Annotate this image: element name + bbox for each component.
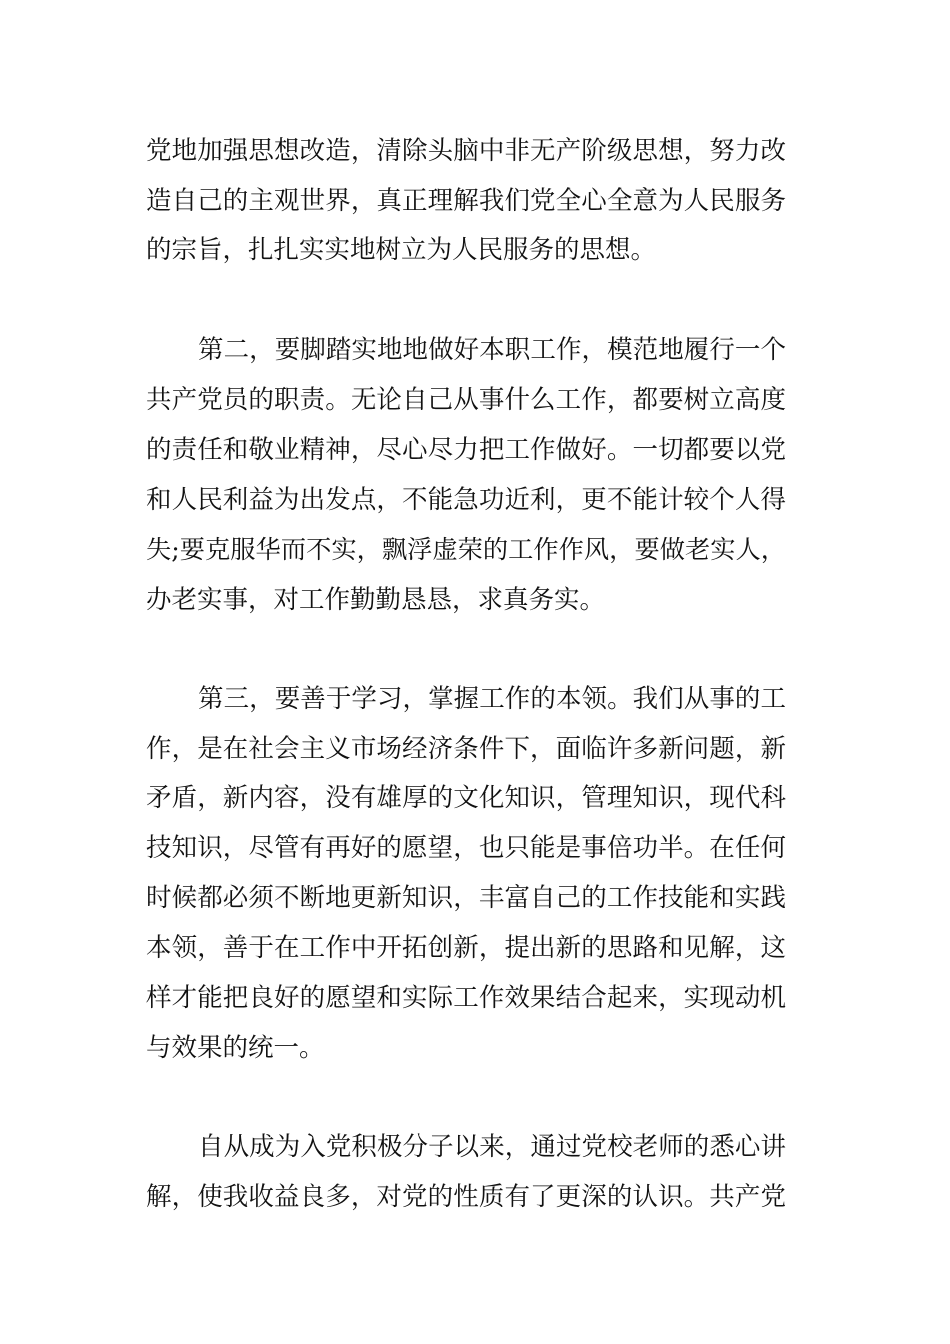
text-line: 共产党员的职责。无论自己从事什么工作，都要树立高度: [146, 385, 786, 415]
text-line: 与效果的统一。: [146, 1033, 325, 1063]
text-line: 的宗旨，扎扎实实地树立为人民服务的思想。: [146, 235, 657, 265]
text-line: 第二，要脚踏实地地做好本职工作，模范地履行一个: [198, 335, 786, 365]
text-line: 矛盾，新内容，没有雄厚的文化知识，管理知识，现代科: [146, 783, 786, 813]
text-line: 和人民利益为出发点，不能急功近利，更不能计较个人得: [146, 485, 786, 515]
text-line: 技知识，尽管有再好的愿望，也只能是事倍功半。在任何: [146, 833, 786, 863]
text-line: 造自己的主观世界，真正理解我们党全心全意为人民服务: [146, 186, 786, 216]
text-line: 第三，要善于学习，掌握工作的本领。我们从事的工: [198, 684, 786, 714]
text-line: 时候都必须不断地更新知识，丰富自己的工作技能和实践: [146, 883, 786, 913]
text-line: 解，使我收益良多，对党的性质有了更深的认识。共产党: [146, 1182, 786, 1212]
text-line: 的责任和敬业精神，尽心尽力把工作做好。一切都要以党: [146, 435, 786, 465]
text-line: 失;要克服华而不实，飘浮虚荣的工作作风，要做老实人，: [146, 535, 786, 564]
text-line: 本领，善于在工作中开拓创新，提出新的思路和见解，这: [146, 933, 786, 963]
text-line: 党地加强思想改造，清除头脑中非无产阶级思想，努力改: [146, 136, 786, 166]
text-line: 样才能把良好的愿望和实际工作效果结合起来，实现动机: [146, 983, 786, 1013]
text-line: 作，是在社会主义市场经济条件下，面临许多新问题，新: [146, 734, 786, 764]
text-line: 办老实事，对工作勤勤恳恳，求真务实。: [146, 585, 606, 615]
text-line: 自从成为入党积极分子以来，通过党校老师的悉心讲: [198, 1132, 786, 1162]
